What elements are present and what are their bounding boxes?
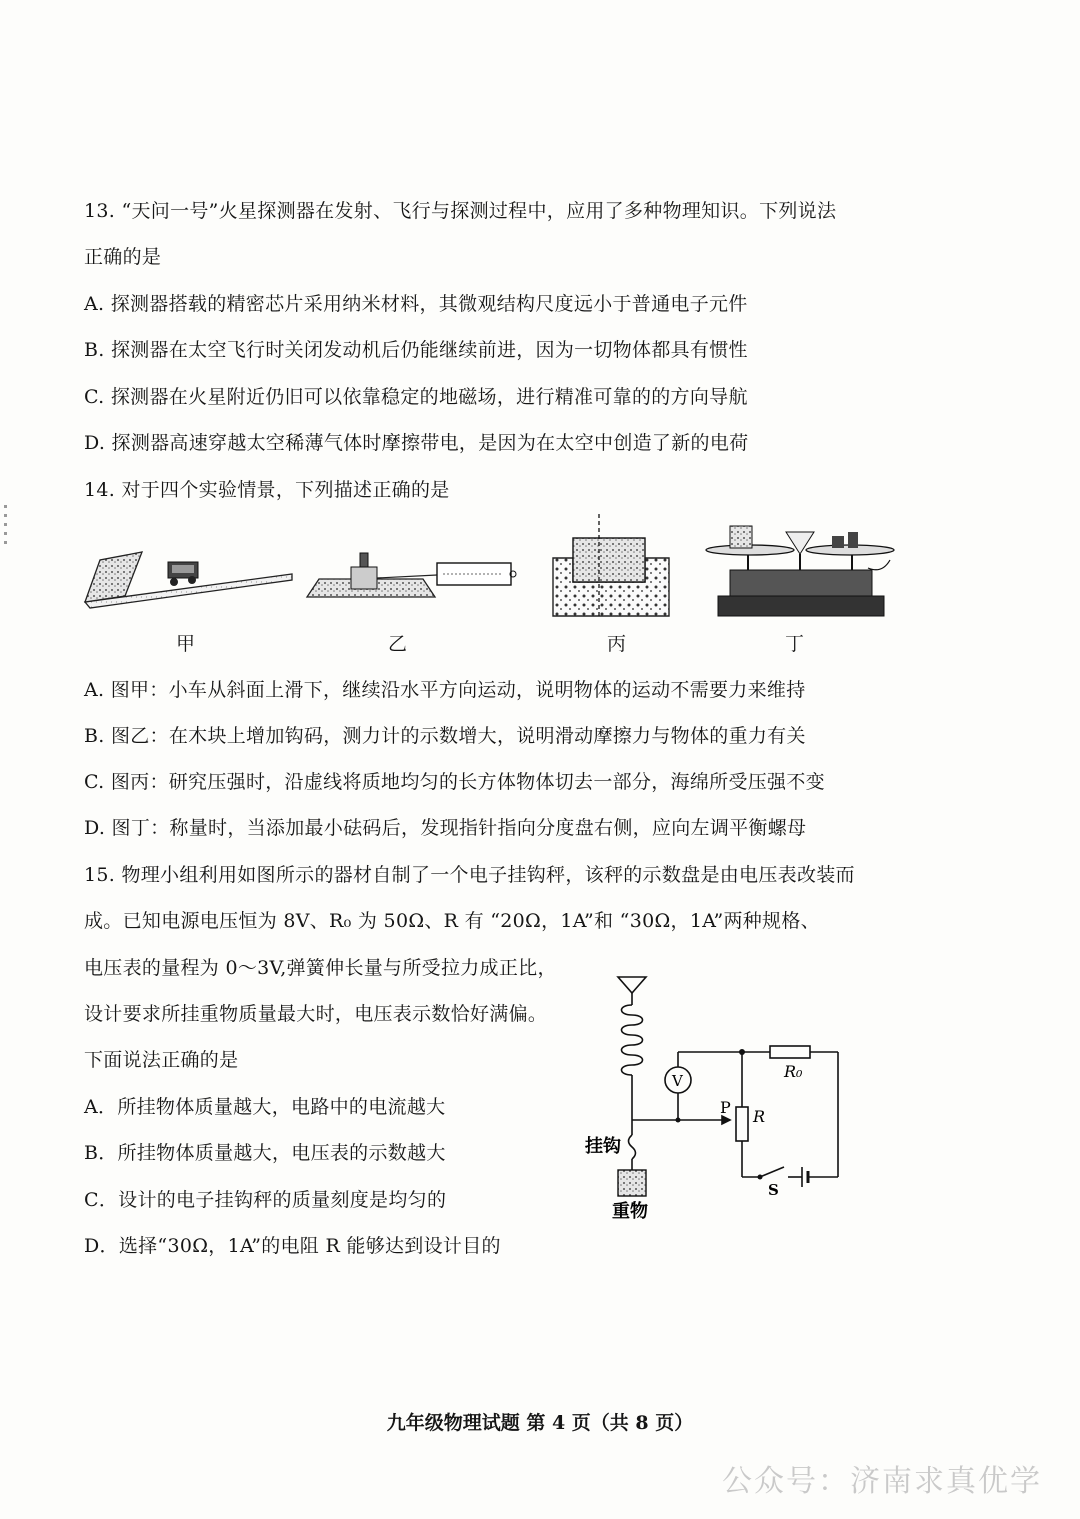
hook-label: 挂钩 <box>585 1136 621 1157</box>
figure-ding-balance <box>700 518 900 620</box>
q14-option-d: D. 图丁：称量时，当添加最小砝码后，发现指针指向分度盘右侧，应向左调平衡螺母 <box>84 817 807 839</box>
resistor-r-label: R <box>753 1107 766 1126</box>
q13-option-d: D. 探测器高速穿越太空稀薄气体时摩擦带电，是因为在太空中创造了新的电荷 <box>84 432 749 454</box>
q15-stem-line5: 下面说法正确的是 <box>84 1049 239 1071</box>
q14-option-b: B. 图乙：在木块上增加钩码，测力计的示数增大，说明滑动摩擦力与物体的重力有关 <box>84 725 806 747</box>
margin-dots <box>4 505 7 545</box>
q15-stem-line3: 电压表的量程为 0～3V,弹簧伸长量与所受拉力成正比， <box>84 957 557 979</box>
caption-jia: 甲 <box>176 633 196 655</box>
q15-stem-line2: 成。已知电源电压恒为 8V、R₀ 为 50Ω、R 有 “20Ω，1A”和 “30Ω，1A”两种规格、 <box>84 910 820 932</box>
figure-hook-scale-circuit <box>580 965 860 1230</box>
q15-option-b: B．所挂物体质量越大，电压表的示数越大 <box>84 1142 446 1164</box>
q13-stem-line2: 正确的是 <box>84 246 162 268</box>
q14-stem: 14. 对于四个实验情景，下列描述正确的是 <box>84 479 450 501</box>
q13-option-a: A. 探测器搭载的精密芯片采用纳米材料，其微观结构尺度远小于普通电子元件 <box>84 293 748 315</box>
slider-p-label: P <box>720 1098 731 1117</box>
q14-option-a: A. 图甲：小车从斜面上滑下，继续沿水平方向运动，说明物体的运动不需要力来维持 <box>84 679 806 701</box>
caption-ding: 丁 <box>785 633 805 655</box>
caption-bing: 丙 <box>607 633 627 655</box>
q13-stem-line1: 13. “天问一号”火星探测器在发射、飞行与探测过程中，应用了多种物理知识。下列说法 <box>84 200 837 222</box>
caption-yi: 乙 <box>388 633 408 655</box>
figure-yi-friction <box>305 545 520 610</box>
q13-option-c: C. 探测器在火星附近仍旧可以依靠稳定的地磁场，进行精准可靠的的方向导航 <box>84 386 748 408</box>
q15-option-d: D．选择“30Ω，1A”的电阻 R 能够达到设计目的 <box>84 1235 501 1257</box>
q15-option-a: A．所挂物体质量越大，电路中的电流越大 <box>84 1096 446 1118</box>
figure-jia-incline <box>80 540 300 620</box>
switch-label: S <box>768 1181 779 1199</box>
q14-option-c: C. 图丙：研究压强时，沿虚线将质地均匀的长方体物体切去一部分，海绵所受压强不变 <box>84 771 825 793</box>
q15-stem-line1: 15. 物理小组利用如图所示的器材自制了一个电子挂钩秤，该秤的示数盘是由电压表改装而 <box>84 864 855 886</box>
page-footer: 九年级物理试题 第 4 页（共 8 页） <box>386 1412 694 1434</box>
q15-stem-line4: 设计要求所挂重物质量最大时，电压表示数恰好满偏。 <box>84 1003 548 1025</box>
voltmeter-label: V <box>672 1072 683 1090</box>
q15-option-c: C．设计的电子挂钩秤的质量刻度是均匀的 <box>84 1189 447 1211</box>
q13-option-b: B. 探测器在太空飞行时关闭发动机后仍能继续前进，因为一切物体都具有惯性 <box>84 339 748 361</box>
figure-bing-pressure <box>545 512 675 620</box>
watermark: 公众号：济南求真优学 <box>722 1464 1042 1499</box>
weight-label: 重物 <box>612 1201 648 1222</box>
r0-label: R₀ <box>784 1062 803 1081</box>
